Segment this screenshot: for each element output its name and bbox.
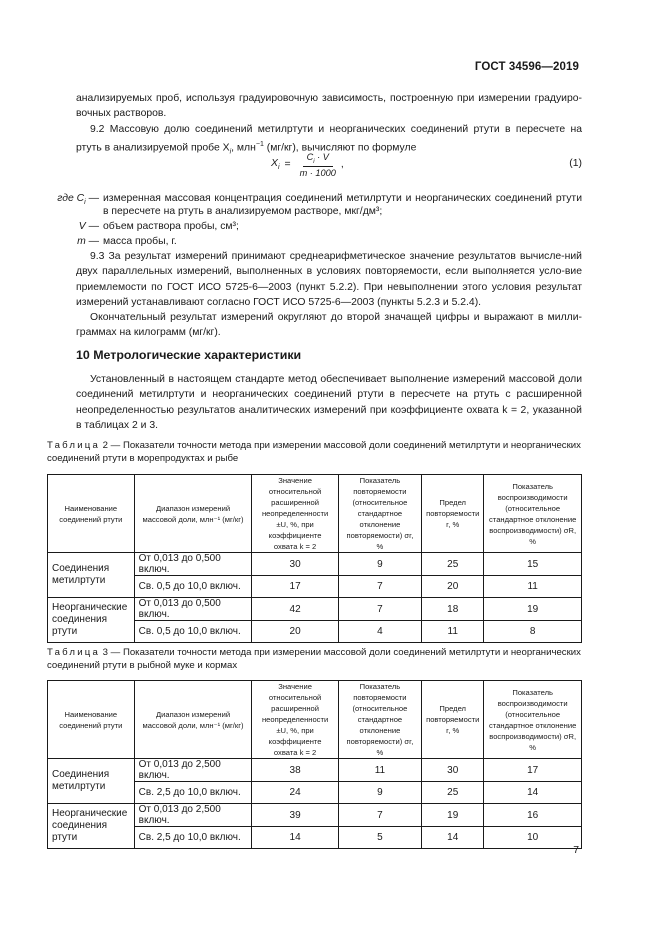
- repeatability-cell: 7: [338, 576, 421, 598]
- paragraph-9-2: 9.2 Массовую долю соединений метилртути и неорганических соединений ртути в пересчете на ртуть в анализируемой пробе $X_i$, млн$^{-1}$ (мг/кг), вычисляют по формуле: [76, 123, 582, 156]
- paragraph-final: Окончательный результат измерений округляют до второй значащей цифры и выражают в милли-граммах на килограмм (мг/кг).: [76, 312, 582, 339]
- repeatability-cell: 7: [338, 598, 421, 621]
- uncertainty-cell: 17: [252, 576, 338, 598]
- uncertainty-cell: 39: [252, 804, 338, 827]
- section-title: 10 Метрологические характеристики: [76, 348, 302, 362]
- header-repeatability: Показатель повторяемости (относительное стандартное отклонение повторяемости) σr, %: [338, 475, 421, 553]
- header-reproducibility: Показатель воспроизводимости (относительное стандартное отклонение воспроизводимости) σR, %: [484, 475, 582, 553]
- range-cell: От 0,013 до 0,500 включ.: [134, 598, 252, 621]
- limit-cell: 14: [422, 827, 484, 849]
- formula-expression: $X_i$ = $\frac{C_i \cdot V}{m \cdot 1000}$ ,: [271, 152, 344, 178]
- reproducibility-cell: 16: [484, 804, 582, 827]
- uncertainty-cell: 42: [252, 598, 338, 621]
- group-name: Неорганические соединения ртути: [48, 598, 135, 643]
- body-block-3: [76, 372, 582, 433]
- definition-m: m — масса пробы, г.: [77, 236, 177, 247]
- table-3: [47, 680, 582, 849]
- body-block-1: [76, 91, 582, 160]
- limit-cell: 30: [422, 759, 484, 782]
- range-cell: От 0,013 до 0,500 включ.: [134, 553, 252, 576]
- definition-ci: где $C_i$ — измеренная массовая концентрация соединений метилртути и неорганических соединений ртути в пересчете на ртуть в анализируемом растворе, мкг/дм³;: [57, 193, 582, 217]
- definitions-list: [47, 192, 582, 250]
- range-cell: Св. 2,5 до 10,0 включ.: [134, 782, 252, 804]
- reproducibility-cell: 15: [484, 553, 582, 576]
- formula-fraction: $\frac{C_i \cdot V}{m \cdot 1000}$: [299, 152, 336, 178]
- reproducibility-cell: 10: [484, 827, 582, 849]
- uncertainty-cell: 14: [252, 827, 338, 849]
- table-3-caption: Таблица 3 — Показатели точности метода при измерении массовой доли соединений метилртути и неорганических соединений ртути в рыбной муке и кормах: [47, 647, 581, 671]
- table-2: [47, 474, 582, 643]
- paragraph-9-3: 9.3 За результат измерений принимают среднеарифметическое значение результатов вычисле-ний двух параллельных измерений, выполненных в условиях повторяемости, если выполняется усло-вие приемлемости по ГОСТ ИСО 5725-6—2003 (пункт 5.2.2). При невыполнении этого условия результат измерений устанавливают согласно ГОСТ ИСО 5725-6—2003 (пункты 5.2.3 и 5.2.4).: [76, 251, 582, 308]
- uncertainty-cell: 30: [252, 553, 338, 576]
- header-range: Диапазон измерений массовой доли, млн⁻¹ (мг/кг): [134, 475, 252, 553]
- group-name: Соединения метилртути: [48, 553, 135, 598]
- paragraph-intro: анализируемых проб, используя градуировочную зависимость, построенную при измерении градуиро-вочных растворов.: [76, 93, 582, 120]
- range-cell: Св. 0,5 до 10,0 включ.: [134, 621, 252, 643]
- body-block-2: [76, 249, 582, 341]
- reproducibility-cell: 17: [484, 759, 582, 782]
- header-uncertainty: Значение относительной расширенной неопределенности ±U, %, при коэффициенте охвата k = 2: [252, 475, 338, 553]
- table-row: [48, 598, 582, 621]
- repeatability-cell: 9: [338, 553, 421, 576]
- header-repeatability-limit: Предел повторяемости r, %: [422, 475, 484, 553]
- limit-cell: 25: [422, 553, 484, 576]
- group-name: Неорганические соединения ртути: [48, 804, 135, 849]
- limit-cell: 20: [422, 576, 484, 598]
- repeatability-cell: 9: [338, 782, 421, 804]
- reproducibility-cell: 11: [484, 576, 582, 598]
- uncertainty-cell: 24: [252, 782, 338, 804]
- header-uncertainty: Значение относительной расширенной неопределенности ±U, %, при коэффициенте охвата k = 2: [252, 681, 338, 759]
- range-cell: От 0,013 до 2,500 включ.: [134, 804, 252, 827]
- repeatability-cell: 5: [338, 827, 421, 849]
- reproducibility-cell: 8: [484, 621, 582, 643]
- header-repeatability-limit: Предел повторяемости r, %: [422, 681, 484, 759]
- range-cell: Св. 0,5 до 10,0 включ.: [134, 576, 252, 598]
- repeatability-cell: 7: [338, 804, 421, 827]
- reproducibility-cell: 19: [484, 598, 582, 621]
- formula-1: [76, 152, 582, 188]
- table-row: [48, 759, 582, 782]
- limit-cell: 25: [422, 782, 484, 804]
- limit-cell: 19: [422, 804, 484, 827]
- reproducibility-cell: 14: [484, 782, 582, 804]
- paragraph-10: Установленный в настоящем стандарте метод обеспечивает выполнение измерений массовой доли соединений метилртути и неорганических соединений ртути в пересчете на ртуть с расширенной неопределенностью результатов аналитических измерений при коэффициенте охвата k = 2, указанной в таблицах 2 и 3.: [76, 374, 582, 431]
- definition-v: V — объем раствора пробы, см³;: [78, 221, 239, 232]
- header-compound: Наименование соединений ртути: [48, 475, 135, 553]
- header-range: Диапазон измерений массовой доли, млн⁻¹ (мг/кг): [134, 681, 252, 759]
- page-number: 7: [573, 845, 579, 856]
- uncertainty-cell: 38: [252, 759, 338, 782]
- table-row: [48, 553, 582, 576]
- header-reproducibility: Показатель воспроизводимости (относительное стандартное отклонение воспроизводимости) σR, %: [484, 681, 582, 759]
- table-header-row: [48, 475, 582, 553]
- range-cell: Св. 2,5 до 10,0 включ.: [134, 827, 252, 849]
- table-row: [48, 804, 582, 827]
- limit-cell: 11: [422, 621, 484, 643]
- table-header-row: [48, 681, 582, 759]
- limit-cell: 18: [422, 598, 484, 621]
- group-name: Соединения метилртути: [48, 759, 135, 804]
- standard-header: ГОСТ 34596—2019: [474, 61, 579, 73]
- range-cell: От 0,013 до 2,500 включ.: [134, 759, 252, 782]
- uncertainty-cell: 20: [252, 621, 338, 643]
- table-2-caption: Таблица 2 — Показатели точности метода при измерении массовой доли соединений метилртути и неорганических соединений ртути в морепродуктах и рыбе: [47, 440, 581, 464]
- repeatability-cell: 11: [338, 759, 421, 782]
- header-repeatability: Показатель повторяемости (относительное стандартное отклонение повторяемости) σr, %: [338, 681, 421, 759]
- formula-number: (1): [569, 158, 582, 169]
- header-compound: Наименование соединений ртути: [48, 681, 135, 759]
- repeatability-cell: 4: [338, 621, 421, 643]
